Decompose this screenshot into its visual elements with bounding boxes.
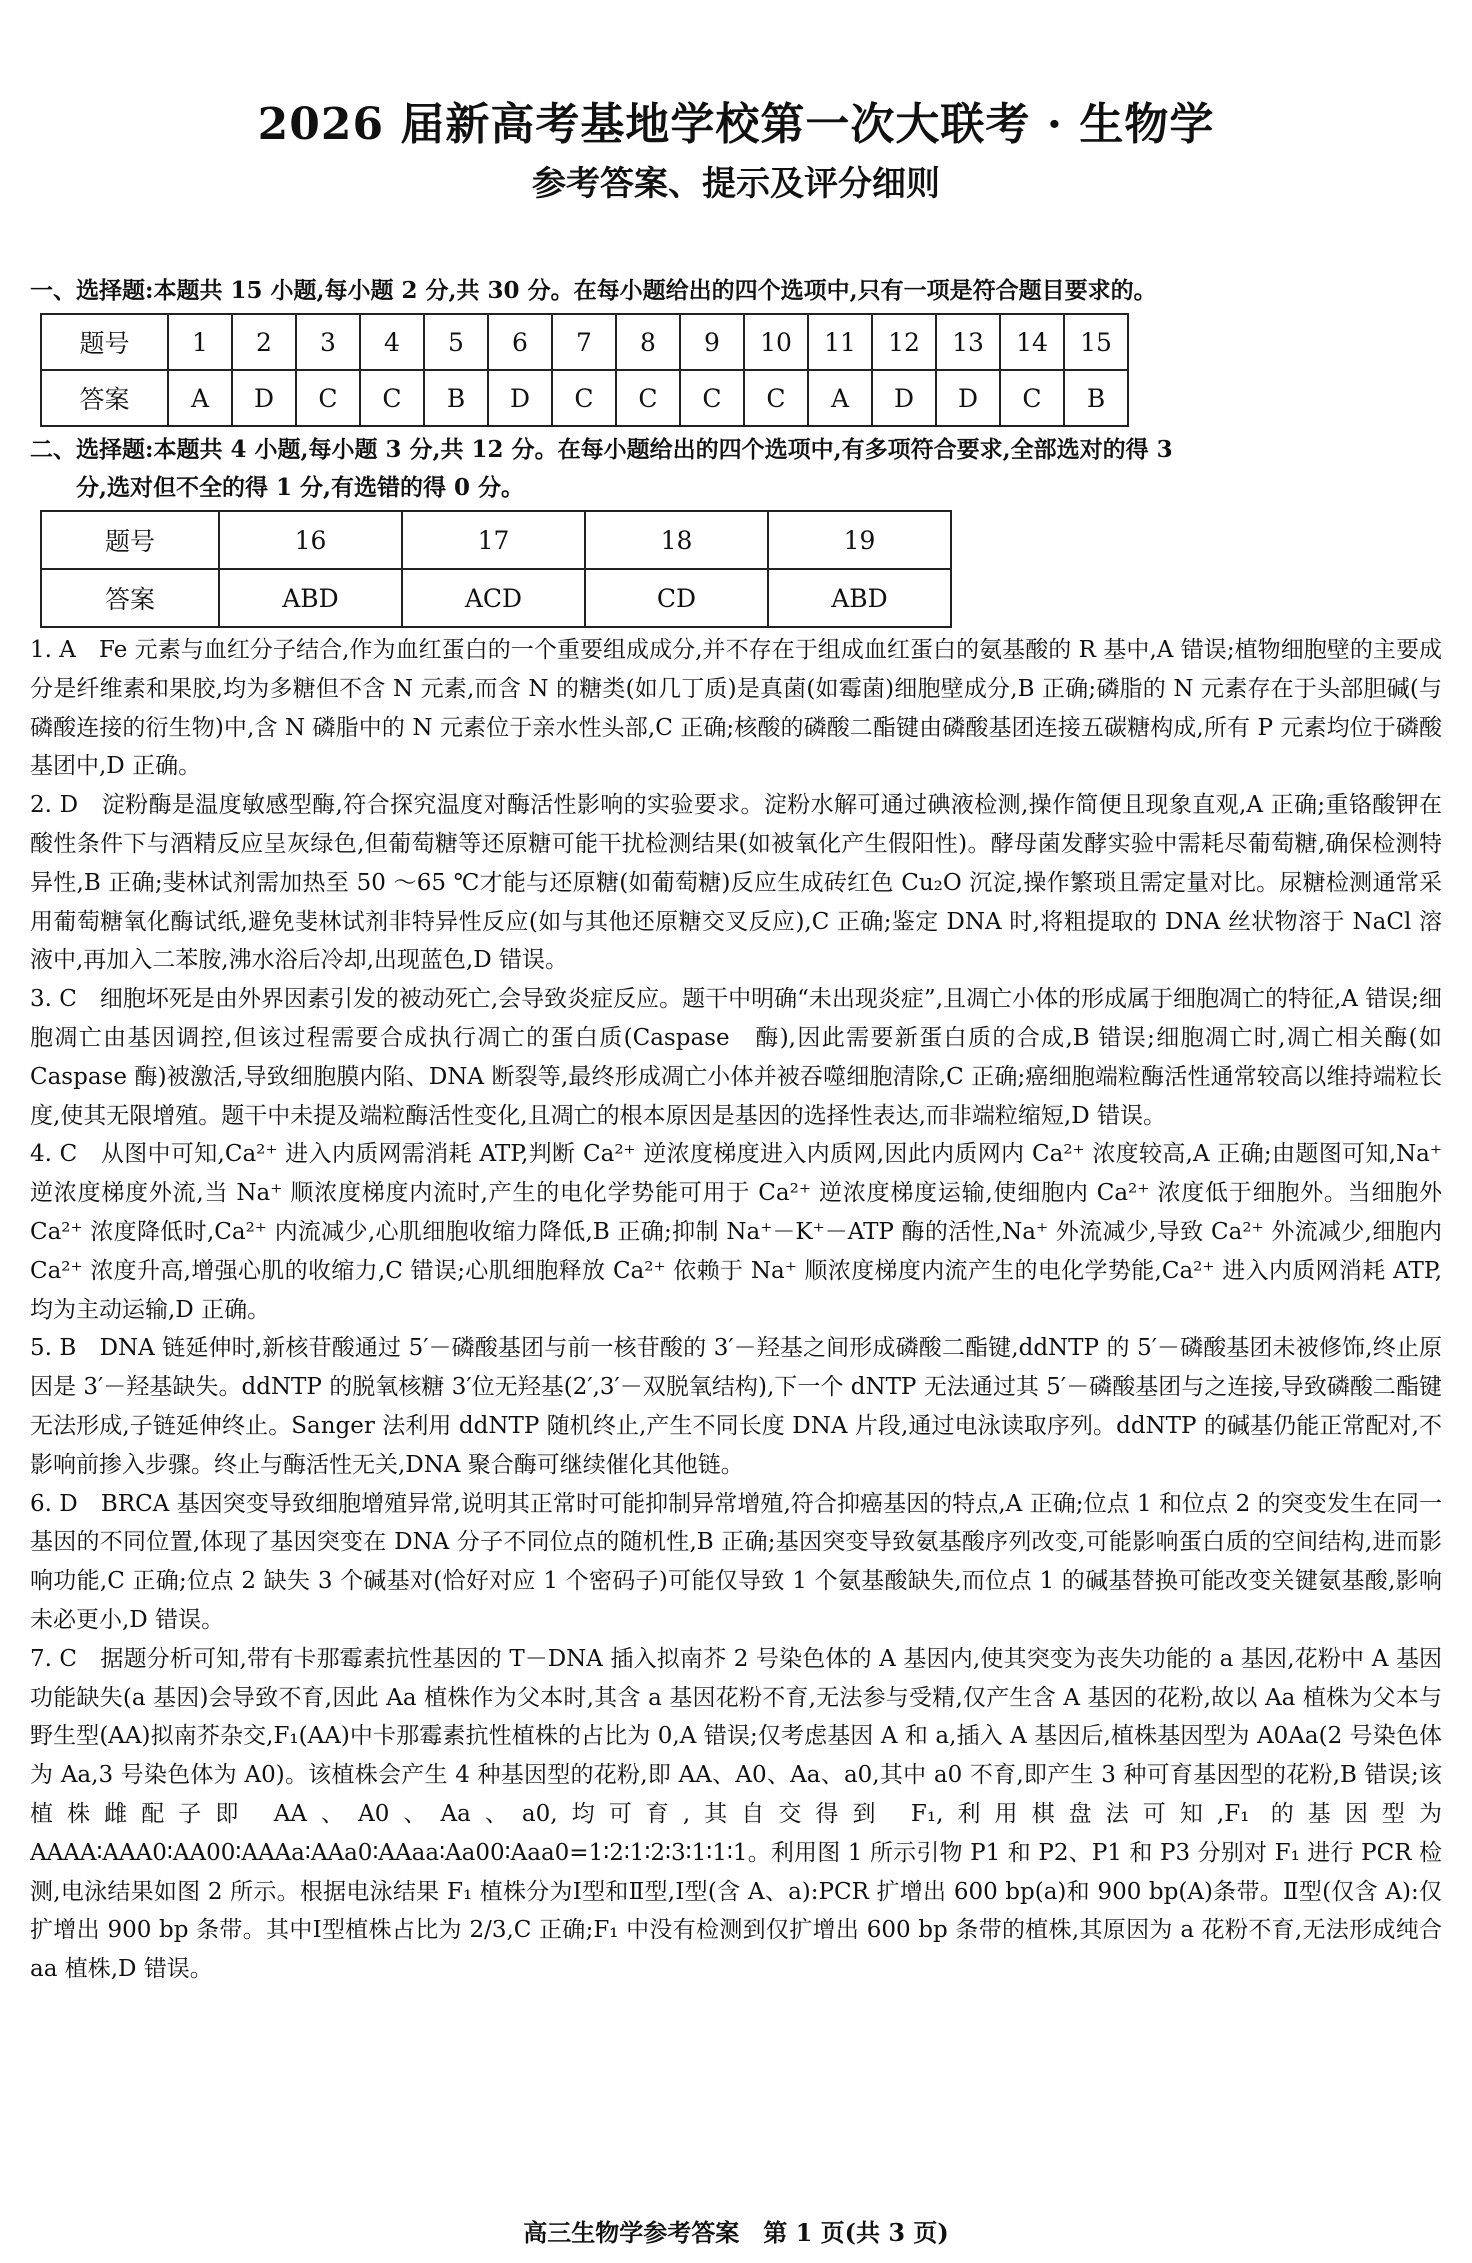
- section2-heading: [30, 431, 1430, 507]
- explanation-item-6: 6. D BRCA 基因突变导致细胞增殖异常,说明其正常时可能抑制异常增殖,符合抑癌基因的特点,A 正确;位点 1 和位点 2 的突变发生在同一基因的不同位置,体现了基因突变在 DNA 分子不同位点的随机性,B 正确;基因突变导致氨基酸序列改变,可能影响蛋白质的空间结构,进而影响功能,C 正确;位点 2 缺失 3 个碱基对(恰好对应 1 个密码子)可能仅导致 1 个氨基酸缺失,而位点 1 的碱基替换可能改变关键氨基酸,影响未必更小,D 错误。: [30, 1490, 1442, 1633]
- question-number: 19: [768, 511, 951, 569]
- answer-cell: D: [488, 370, 552, 426]
- explanation-item-1: 1. A Fe 元素与血红分子结合,作为血红蛋白的一个重要组成成分,并不存在于组成血红蛋白的氨基酸的 R 基中,A 错误;植物细胞壁的主要成分是纤维素和果胶,均为多糖但不含 N 元素,而含 N 的糖类(如几丁质)是真菌(如霉菌)细胞壁成分,B 正确;磷脂的 N 元素存在于头部胆碱(与磷酸连接的衍生物)中,含 N 磷脂中的 N 元素位于亲水性头部,C 正确;核酸的磷酸二酯键由磷酸基团连接五碳糖构成,所有 P 元素均位于磷酸基团中,D 正确。: [30, 637, 1442, 780]
- answer-cell: C: [296, 370, 360, 426]
- question-number-row: [41, 314, 1128, 370]
- answer-cell: C: [744, 370, 808, 426]
- section2-heading-line1: 二、选择题:本题共 4 小题,每小题 3 分,共 12 分。在每小题给出的四个选项中,有多项符合要求,全部选对的得 3: [30, 436, 1173, 463]
- section2-heading-line2: 分,选对但不全的得 1 分,有选错的得 0 分。: [76, 474, 525, 501]
- answer-cell: ABD: [768, 569, 951, 627]
- question-number: 1: [168, 314, 232, 370]
- question-number: 7: [552, 314, 616, 370]
- question-number: 14: [1000, 314, 1064, 370]
- answer-cell: B: [1064, 370, 1128, 426]
- question-number: 8: [616, 314, 680, 370]
- question-number: 10: [744, 314, 808, 370]
- answer-cell: ABD: [219, 569, 402, 627]
- explanation-item-2: 2. D 淀粉酶是温度敏感型酶,符合探究温度对酶活性影响的实验要求。淀粉水解可通过碘液检测,操作简便且现象直观,A 正确;重铬酸钾在酸性条件下与酒精反应呈灰绿色,但葡萄糖等还原糖可能干扰检测结果(如被氧化产生假阳性)。酵母菌发酵实验中需耗尽葡萄糖,确保检测特异性,B 正确;斐林试剂需加热至 50 ～65 ℃才能与还原糖(如葡萄糖)反应生成砖红色 Cu₂O 沉淀,操作繁琐且需定量对比。尿糖检测通常采用葡萄糖氧化酶试纸,避免斐林试剂非特异性反应(如与其他还原糖交叉反应),C 正确;鉴定 DNA 时,将粗提取的 DNA 丝状物溶于 NaCl 溶液中,再加入二苯胺,沸水浴后冷却,出现蓝色,D 错误。: [30, 792, 1442, 974]
- question-number: 3: [296, 314, 360, 370]
- answer-cell: D: [936, 370, 1000, 426]
- answer-row: [41, 370, 1128, 426]
- answer-cell: D: [872, 370, 936, 426]
- answer-cell: C: [616, 370, 680, 426]
- answer-cell: A: [168, 370, 232, 426]
- explanation-item-4: 4. C 从图中可知,Ca²⁺ 进入内质网需消耗 ATP,判断 Ca²⁺ 逆浓度梯度进入内质网,因此内质网内 Ca²⁺ 浓度较高,A 正确;由题图可知,Na⁺ 逆浓度梯度外流,当 Na⁺ 顺浓度梯度内流时,产生的电化学势能可用于 Ca²⁺ 逆浓度梯度运输,使细胞内 Ca²⁺ 浓度低于细胞外。当细胞外 Ca²⁺ 浓度降低时,Ca²⁺ 内流减少,心肌细胞收缩力降低,B 正确;抑制 Na⁺－K⁺－ATP 酶的活性,Na⁺ 外流减少,导致 Ca²⁺ 外流减少,细胞内 Ca²⁺ 浓度升高,增强心肌的收缩力,C 错误;心肌细胞释放 Ca²⁺ 依赖于 Na⁺ 顺浓度梯度内流产生的电化学势能,Ca²⁺ 进入内质网消耗 ATP,均为主动运输,D 正确。: [30, 1141, 1442, 1323]
- answer-cell: C: [1000, 370, 1064, 426]
- question-number-row: [41, 511, 951, 569]
- question-number: 15: [1064, 314, 1128, 370]
- explanation-item-5: 5. B DNA 链延伸时,新核苷酸通过 5′－磷酸基团与前一核苷酸的 3′－羟基之间形成磷酸二酯键,ddNTP 的 5′－磷酸基团未被修饰,终止原因是 3′－羟基缺失。ddNTP 的脱氧核糖 3′位无羟基(2′,3′－双脱氧结构),下一个 dNTP 无法通过其 5′－磷酸基团与之连接,导致磷酸二酯键无法形成,子链延伸终止。Sanger 法利用 ddNTP 随机终止,产生不同长度 DNA 片段,通过电泳读取序列。ddNTP 的碱基仍能正常配对,不影响前掺入步骤。终止与酶活性无关,DNA 聚合酶可继续催化其他链。: [30, 1335, 1442, 1478]
- answer-cell: C: [552, 370, 616, 426]
- question-number: 2: [232, 314, 296, 370]
- explanations: [30, 631, 1442, 1989]
- question-number: 17: [402, 511, 585, 569]
- section2-answer-table: [40, 510, 952, 628]
- answer-cell: ACD: [402, 569, 585, 627]
- question-number: 16: [219, 511, 402, 569]
- row-label-question: 题号: [41, 314, 168, 370]
- answer-cell: B: [424, 370, 488, 426]
- page-title: 2026 届新高考基地学校第一次大联考 · 生物学: [257, 99, 1215, 150]
- explanation-item-7: 7. C 据题分析可知,带有卡那霉素抗性基因的 T－DNA 插入拟南芥 2 号染色体的 A 基因内,使其突变为丧失功能的 a 基因,花粉中 A 基因功能缺失(a 基因)会导致不育,因此 Aa 植株作为父本时,其含 a 基因花粉不育,无法参与受精,仅产生含 A 基因的花粉,故以 Aa 植株为父本与野生型(AA)拟南芥杂交,F₁(AA)中卡那霉素抗性植株的占比为 0,A 错误;仅考虑基因 A 和 a,插入 A 基因后,植株基因型为 A0Aa(2 号染色体为 Aa,3 号染色体为 A0)。该植株会产生 4 种基因型的花粉,即 AA、A0、Aa、a0,其中 a0 不育,即产生 3 种可育基因型的花粉,B 错误;该植株雌配子即 AA、A0、Aa、a0,均可育,其自交得到 F₁,利用棋盘法可知,F₁ 的基因型为 AAAA∶AAA0∶AA00∶AAAa∶AAa0∶AAaa∶Aa00∶Aaa0=1∶2∶1∶2∶3∶1∶1∶1。利用图 1 所示引物 P1 和 P2、P1 和 P3 分别对 F₁ 进行 PCR 检测,电泳结果如图 2 所示。根据电泳结果 F₁ 植株分为Ⅰ型和Ⅱ型,Ⅰ型(含 A、a):PCR 扩增出 600 bp(a)和 900 bp(A)条带。Ⅱ型(仅含 A):仅扩增出 900 bp 条带。其中Ⅰ型植株占比为 2/3,C 正确;F₁ 中没有检测到仅扩增出 600 bp 条带的植株,其原因为 a 花粉不育,无法形成纯合 aa 植株,D 错误。: [30, 1645, 1442, 1983]
- section1-heading: 一、选择题:本题共 15 小题,每小题 2 分,共 30 分。在每小题给出的四个选项中,只有一项是符合题目要求的。: [30, 277, 1157, 304]
- explanation-item-3: 3. C 细胞坏死是由外界因素引发的被动死亡,会导致炎症反应。题干中明确“未出现炎症”,且凋亡小体的形成属于细胞凋亡的特征,A 错误;细胞凋亡由基因调控,但该过程需要合成执行凋亡的蛋白质(Caspase 酶),因此需要新蛋白质的合成,B 错误;细胞凋亡时,凋亡相关酶(如 Caspase 酶)被激活,导致细胞膜内陷、DNA 断裂等,最终形成凋亡小体并被吞噬细胞清除,C 正确;癌细胞端粒酶活性通常较高以维持端粒长度,使其无限增殖。题干中未提及端粒酶活性变化,且凋亡的根本原因是基因的选择性表达,而非端粒缩短,D 错误。: [30, 986, 1442, 1129]
- page-footer: 高三生物学参考答案 第 1 页(共 3 页): [523, 2218, 949, 2247]
- question-number: 13: [936, 314, 1000, 370]
- question-number: 18: [585, 511, 768, 569]
- row-label-answer: 答案: [41, 569, 219, 627]
- question-number: 4: [360, 314, 424, 370]
- row-label-answer: 答案: [41, 370, 168, 426]
- answer-cell: D: [232, 370, 296, 426]
- question-number: 11: [808, 314, 872, 370]
- question-number: 9: [680, 314, 744, 370]
- answer-cell: CD: [585, 569, 768, 627]
- question-number: 12: [872, 314, 936, 370]
- question-number: 6: [488, 314, 552, 370]
- answer-cell: C: [680, 370, 744, 426]
- row-label-question: 题号: [41, 511, 219, 569]
- section1-answer-table: [40, 313, 1129, 427]
- page-subtitle: 参考答案、提示及评分细则: [532, 164, 940, 204]
- answer-cell: A: [808, 370, 872, 426]
- answer-row: [41, 569, 951, 627]
- answer-cell: C: [360, 370, 424, 426]
- question-number: 5: [424, 314, 488, 370]
